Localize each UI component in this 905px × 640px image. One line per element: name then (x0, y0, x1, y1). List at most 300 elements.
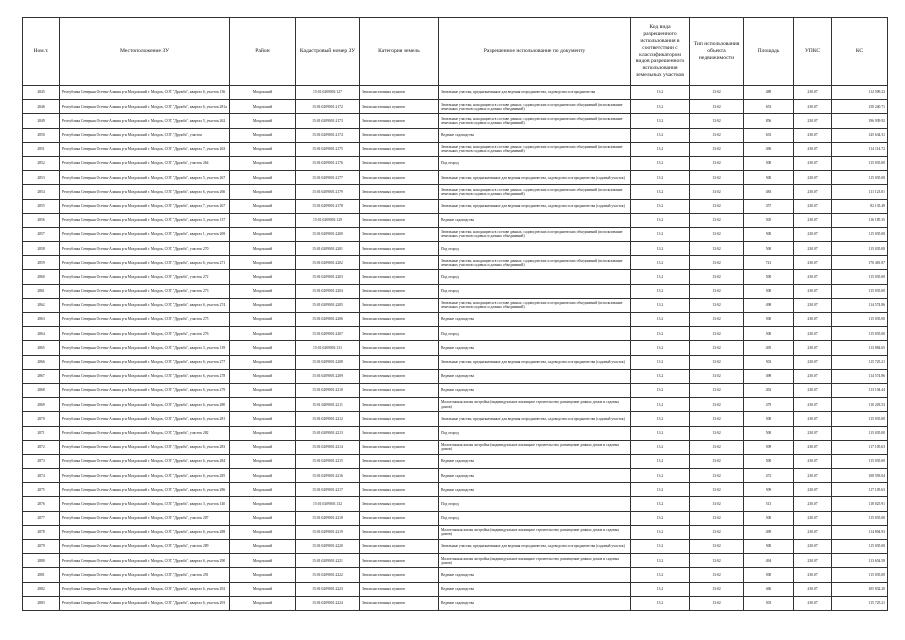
col-land-category-cell: Земли населенных пунктов (360, 596, 439, 610)
header-col-ks: КС (832, 18, 888, 86)
table-row (23, 227, 888, 241)
col-district-cell: Моздокский (230, 540, 296, 554)
col-location-cell: Республика Северная Осетия-Алания р-н Моздокский г. Моздок, СОТ "Дружба", квартал 3, участок 139 (60, 341, 230, 355)
col-area-cell: 500 (744, 156, 794, 170)
col-cadastral-number-cell: 15:01:0209001:2177 (296, 171, 360, 185)
col-location-cell: Республика Северная Осетия-Алания р-н Моздокский г. Моздок, СОТ "Дружба", участок 264 (60, 156, 230, 170)
col-permitted-use-cell: Малоэтажная жилая застройка (индивидуальное жилищное строительство; размещение дачных домов и садовых домов) (439, 554, 631, 568)
col-permitted-use-cell: Земельные участки, предназначенные для ведения огородничества, садоводства и огородничества (садовый участок) (439, 412, 631, 426)
col-number-cell: 2853 (23, 171, 60, 185)
col-location-cell: Республика Северная Осетия-Алания р-н Моздокский г. Моздок, СОТ "Дружба", квартал 6, участок 293 (60, 596, 230, 610)
col-location-cell: Республика Северная Осетия-Алания р-н Моздокский г. Моздок, СОТ "Дружба", квартал 6, участок 292 (60, 582, 230, 596)
col-use-code-cell: 13.2 (631, 511, 690, 525)
table-row (23, 114, 888, 128)
table-row (23, 327, 888, 341)
col-permitted-use-cell: Ведение садоводства (439, 596, 631, 610)
col-usage-type-cell: 13:02 (690, 582, 744, 596)
col-location-cell: Республика Северная Осетия-Алания р-н Моздокский г. Моздок, СОТ "Дружба", квартал 6, участок 278 (60, 369, 230, 383)
table-row (23, 398, 888, 412)
col-district-cell: Моздокский (230, 398, 296, 412)
col-permitted-use-cell: Ведение садоводства (439, 454, 631, 468)
col-cadastral-number-cell: 15:01:0209001:2224 (296, 596, 360, 610)
col-area-cell: 741 (744, 256, 794, 270)
col-number-cell: 2879 (23, 540, 60, 554)
col-permitted-use-cell: Ведение садоводства (439, 369, 631, 383)
table-row (23, 86, 888, 100)
col-number-cell: 2874 (23, 469, 60, 483)
col-area-cell: 505 (744, 213, 794, 227)
table-row (23, 199, 888, 213)
col-usage-type-cell: 13:02 (690, 270, 744, 284)
col-cadastral-number-cell: 15:01:0209001:2209 (296, 369, 360, 383)
col-number-cell: 2872 (23, 440, 60, 454)
col-usage-type-cell: 13:02 (690, 242, 744, 256)
col-upks-cell: 230.07 (794, 213, 832, 227)
col-upks-cell: 230.07 (794, 114, 832, 128)
col-number-cell: 2873 (23, 454, 60, 468)
col-district-cell: Моздокский (230, 298, 296, 312)
col-usage-type-cell: 13:02 (690, 511, 744, 525)
table-row (23, 568, 888, 582)
col-district-cell: Моздокский (230, 596, 296, 610)
col-ks-cell: 117 105.63 (832, 483, 888, 497)
col-upks-cell: 230.07 (794, 454, 832, 468)
col-area-cell: 509 (744, 440, 794, 454)
col-ks-cell: 114 574.86 (832, 369, 888, 383)
col-cadastral-number-cell: 15:01:0209001:2204 (296, 284, 360, 298)
col-upks-cell: 230.07 (794, 100, 832, 114)
col-permitted-use-cell: Земельные участки, предназначенные для ведения огородничества, садоводства и огородничества (садовый участок) (439, 171, 631, 185)
table-row (23, 369, 888, 383)
col-permitted-use-cell: Под огород (439, 284, 631, 298)
col-location-cell: Республика Северная Осетия-Алания р-н Моздокский г. Моздок, СОТ "Дружба", квартал 3, участок 137 (60, 213, 230, 227)
col-location-cell: Республика Северная Осетия-Алания р-н Моздокский г. Моздок, СОТ "Дружба", участок (60, 128, 230, 142)
col-ks-cell: 116 185.35 (832, 213, 888, 227)
col-use-code-cell: 13.2 (631, 128, 690, 142)
col-use-code-cell: 13.2 (631, 242, 690, 256)
col-location-cell: Республика Северная Осетия-Алания р-н Моздокский г. Моздок, СОТ "Дружба", квартал 5, участок 267 (60, 171, 230, 185)
col-land-category-cell: Земли населенных пунктов (360, 582, 439, 596)
col-ks-cell: 170 481.87 (832, 256, 888, 270)
col-location-cell: Республика Северная Осетия-Алания р-н Моздокский г. Моздок, СОТ "Дружба", квартал 6, участок 283 (60, 440, 230, 454)
col-ks-cell: 105 832.20 (832, 582, 888, 596)
col-use-code-cell: 13.2 (631, 142, 690, 156)
col-land-category-cell: Земли населенных пунктов (360, 483, 439, 497)
col-cadastral-number-cell: 15:01:0209001:2200 (296, 227, 360, 241)
col-ks-cell: 115 035.00 (832, 412, 888, 426)
table-row (23, 171, 888, 185)
col-location-cell: Республика Северная Осетия-Алания р-н Моздокский г. Моздок, СОТ "Дружба", участок 289 (60, 540, 230, 554)
col-usage-type-cell: 13:02 (690, 313, 744, 327)
col-usage-type-cell: 13:02 (690, 171, 744, 185)
col-area-cell: 509 (744, 483, 794, 497)
col-district-cell: Моздокский (230, 185, 296, 199)
col-number-cell: 2850 (23, 128, 60, 142)
col-permitted-use-cell: Ведение садоводства (439, 582, 631, 596)
col-permitted-use-cell: Земельные участки, предназначенные для ведения огородничества, садоводства и огородничества (садовый участок) (439, 199, 631, 213)
col-ks-cell: 115 035.00 (832, 540, 888, 554)
col-cadastral-number-cell: 15:01:0209001:2219 (296, 525, 360, 539)
col-number-cell: 2871 (23, 426, 60, 440)
col-permitted-use-cell: Земельные участки, находящиеся в составе дачных, садоводческих и огороднических объединений (использование земельных участков садовых и дачных объединений) (439, 256, 631, 270)
col-usage-type-cell: 13:02 (690, 469, 744, 483)
col-ks-cell: 113 884.65 (832, 341, 888, 355)
table-body (23, 86, 888, 611)
col-location-cell: Республика Северная Осетия-Алания р-н Моздокский г. Моздок, СОТ "Дружба", квартал 6, участок 271 (60, 256, 230, 270)
col-land-category-cell: Земли населенных пунктов (360, 227, 439, 241)
col-usage-type-cell: 13:02 (690, 128, 744, 142)
table-row (23, 100, 888, 114)
col-cadastral-number-cell: 15:01:0209001:2220 (296, 540, 360, 554)
col-area-cell: 499 (744, 525, 794, 539)
col-number-cell: 2862 (23, 298, 60, 312)
col-cadastral-number-cell: 15:01:0209001:127 (296, 86, 360, 100)
table-row (23, 554, 888, 568)
col-cadastral-number-cell: 15:01:0209001:2178 (296, 199, 360, 213)
col-use-code-cell: 13.2 (631, 483, 690, 497)
col-district-cell: Моздокский (230, 156, 296, 170)
col-location-cell: Республика Северная Осетия-Алания р-н Моздокский г. Моздок, СОТ "Дружба", участок 272 (60, 270, 230, 284)
header-col-cadastral-number: Кадастровый номер ЗУ (296, 18, 360, 86)
col-location-cell: Республика Северная Осетия-Алания р-н Моздокский г. Моздок, СОТ "Дружба", квартал 5, участок 262 (60, 114, 230, 128)
col-usage-type-cell: 13:02 (690, 142, 744, 156)
col-land-category-cell: Земли населенных пунктов (360, 369, 439, 383)
col-upks-cell: 230.07 (794, 582, 832, 596)
col-permitted-use-cell: Ведение садоводства (439, 383, 631, 397)
col-upks-cell: 230.07 (794, 171, 832, 185)
col-cadastral-number-cell: 15:01:0209001:2207 (296, 327, 360, 341)
col-ks-cell: 115 035.00 (832, 171, 888, 185)
col-number-cell: 2857 (23, 227, 60, 241)
col-area-cell: 500 (744, 313, 794, 327)
col-cadastral-number-cell: 15:01:0209001:2201 (296, 242, 360, 256)
col-cadastral-number-cell: 15:01:0209001:2175 (296, 142, 360, 156)
col-permitted-use-cell: Ведение садоводства (439, 213, 631, 227)
col-cadastral-number-cell: 15:01:0209001:2221 (296, 554, 360, 568)
land-plots-table (22, 17, 888, 611)
col-upks-cell: 230.07 (794, 327, 832, 341)
col-land-category-cell: Земли населенных пунктов (360, 511, 439, 525)
table-row (23, 426, 888, 440)
col-land-category-cell: Земли населенных пунктов (360, 383, 439, 397)
col-district-cell: Моздокский (230, 454, 296, 468)
col-number-cell: 2878 (23, 525, 60, 539)
table-row (23, 270, 888, 284)
col-area-cell: 489 (744, 86, 794, 100)
col-district-cell: Моздокский (230, 256, 296, 270)
col-use-code-cell: 13.2 (631, 185, 690, 199)
table-row (23, 128, 888, 142)
col-ks-cell: 110 203.53 (832, 398, 888, 412)
col-area-cell: 500 (744, 227, 794, 241)
col-number-cell: 2852 (23, 156, 60, 170)
header-col-usage-type: Тип использования объекта недвижимости (690, 18, 744, 86)
col-land-category-cell: Земли населенных пунктов (360, 568, 439, 582)
col-cadastral-number-cell: 15:01:0209001:2172 (296, 100, 360, 114)
col-permitted-use-cell: Под огород (439, 242, 631, 256)
col-usage-type-cell: 13:02 (690, 426, 744, 440)
col-use-code-cell: 13.2 (631, 554, 690, 568)
col-upks-cell: 230.07 (794, 227, 832, 241)
col-use-code-cell: 13.2 (631, 199, 690, 213)
col-district-cell: Моздокский (230, 86, 296, 100)
col-area-cell: 500 (744, 412, 794, 426)
table-row (23, 142, 888, 156)
col-number-cell: 2867 (23, 369, 60, 383)
col-ks-cell: 115 035.00 (832, 313, 888, 327)
col-permitted-use-cell: Ведение садоводства (439, 313, 631, 327)
col-use-code-cell: 13.2 (631, 298, 690, 312)
col-location-cell: Республика Северная Осетия-Алания р-н Моздокский г. Моздок, СОТ "Дружба", участок 273 (60, 284, 230, 298)
col-ks-cell: 113 194.44 (832, 383, 888, 397)
col-use-code-cell: 13.2 (631, 284, 690, 298)
table-row (23, 596, 888, 610)
col-cadastral-number-cell: 15:01:0209001:2212 (296, 412, 360, 426)
col-use-code-cell: 13.2 (631, 383, 690, 397)
col-cadastral-number-cell: 15:01:0209001:2223 (296, 582, 360, 596)
col-number-cell: 2865 (23, 341, 60, 355)
table-row (23, 483, 888, 497)
col-district-cell: Моздокский (230, 114, 296, 128)
col-ks-cell: 115 035.00 (832, 270, 888, 284)
col-location-cell: Республика Северная Осетия-Алания р-н Моздокский г. Моздок, СОТ "Дружба", квартал 7, участок 267 (60, 199, 230, 213)
col-land-category-cell: Земли населенных пунктов (360, 440, 439, 454)
col-land-category-cell: Земли населенных пунктов (360, 284, 439, 298)
col-location-cell: Республика Северная Осетия-Алания р-н Моздокский г. Моздок, СОТ "Дружба", квартал 6, участок 281 (60, 412, 230, 426)
table-row (23, 497, 888, 511)
col-cadastral-number-cell: 15:01:0209001:2176 (296, 156, 360, 170)
col-permitted-use-cell: Земельные участки, находящиеся в составе дачных, садоводческих и огороднических объединений (использование земельных участков садовых и дачных объединений) (439, 185, 631, 199)
col-cadastral-number-cell: 15:01:0209001:2211 (296, 398, 360, 412)
col-number-cell: 2881 (23, 568, 60, 582)
col-district-cell: Моздокский (230, 199, 296, 213)
col-area-cell: 503 (744, 596, 794, 610)
header-col-land-category: Категория земель (360, 18, 439, 86)
col-upks-cell: 230.07 (794, 341, 832, 355)
col-permitted-use-cell: Земельные участки, предназначенные для ведения огородничества, садоводства и огородничества (439, 86, 631, 100)
col-cadastral-number-cell: 15:01:0209001:2205 (296, 298, 360, 312)
col-location-cell: Республика Северная Осетия-Алания р-н Моздокский г. Моздок, СОТ "Дружба", квартал 6, участок 288 (60, 525, 230, 539)
col-district-cell: Моздокский (230, 511, 296, 525)
col-use-code-cell: 13.2 (631, 171, 690, 185)
table-row (23, 242, 888, 256)
col-number-cell: 2883 (23, 596, 60, 610)
col-land-category-cell: Земли населенных пунктов (360, 398, 439, 412)
col-use-code-cell: 13.2 (631, 256, 690, 270)
table-row (23, 454, 888, 468)
col-ks-cell: 196 939.92 (832, 114, 888, 128)
col-use-code-cell: 13.2 (631, 440, 690, 454)
table-row (23, 511, 888, 525)
col-upks-cell: 230.07 (794, 440, 832, 454)
col-number-cell: 2863 (23, 313, 60, 327)
col-cadastral-number-cell: 15:01:0209001:2218 (296, 511, 360, 525)
col-usage-type-cell: 13:02 (690, 327, 744, 341)
col-ks-cell: 112 509.23 (832, 86, 888, 100)
col-land-category-cell: Земли населенных пунктов (360, 554, 439, 568)
col-use-code-cell: 13.2 (631, 227, 690, 241)
col-land-category-cell: Земли населенных пунктов (360, 341, 439, 355)
col-land-category-cell: Земли населенных пунктов (360, 454, 439, 468)
col-location-cell: Республика Северная Осетия-Алания р-н Моздокский г. Моздок, СОТ "Дружба", квартал 6, участок 280 (60, 398, 230, 412)
col-use-code-cell: 13.2 (631, 86, 690, 100)
col-location-cell: Республика Северная Осетия-Алания р-н Моздокский г. Моздок, СОТ "Дружба", квартал 6, участок 277 (60, 355, 230, 369)
col-permitted-use-cell: Под огород (439, 327, 631, 341)
col-land-category-cell: Земли населенных пунктов (360, 213, 439, 227)
col-district-cell: Моздокский (230, 128, 296, 142)
col-usage-type-cell: 13:02 (690, 440, 744, 454)
col-land-category-cell: Земли населенных пунктов (360, 298, 439, 312)
col-upks-cell: 230.07 (794, 86, 832, 100)
col-permitted-use-cell: Земельные участки, находящиеся в составе дачных, садоводческих и огороднических объединений (использование земельных участков садовых и дачных объединений) (439, 298, 631, 312)
header-col-location: Местоположение ЗУ (60, 18, 230, 86)
col-area-cell: 500 (744, 426, 794, 440)
table-row (23, 412, 888, 426)
col-number-cell: 2870 (23, 412, 60, 426)
col-upks-cell: 230.07 (794, 469, 832, 483)
col-usage-type-cell: 13:02 (690, 369, 744, 383)
col-use-code-cell: 13.2 (631, 469, 690, 483)
col-upks-cell: 230.07 (794, 426, 832, 440)
col-location-cell: Республика Северная Осетия-Алания р-н Моздокский г. Моздок, СОТ "Дружба", участок 291 (60, 568, 230, 582)
col-land-category-cell: Земли населенных пунктов (360, 426, 439, 440)
col-permitted-use-cell: Под огород (439, 497, 631, 511)
col-location-cell: Республика Северная Осетия-Алания р-н Моздокский г. Моздок, СОТ "Дружба", квартал 6, участок 284 (60, 454, 230, 468)
col-number-cell: 2845 (23, 86, 60, 100)
col-usage-type-cell: 13:02 (690, 596, 744, 610)
col-usage-type-cell: 13:02 (690, 525, 744, 539)
table-row (23, 185, 888, 199)
col-usage-type-cell: 13:02 (690, 86, 744, 100)
col-cadastral-number-cell: 15:01:0209001:2173 (296, 114, 360, 128)
col-ks-cell: 115 035.00 (832, 156, 888, 170)
document-page (22, 17, 887, 611)
col-number-cell: 2846 (23, 100, 60, 114)
col-cadastral-number-cell: 15:01:0209001:132 (296, 497, 360, 511)
col-location-cell: Республика Северная Осетия-Алания р-н Моздокский г. Моздок, СОТ "Дружба", квартал 6, участок 274 (60, 298, 230, 312)
col-upks-cell: 230.07 (794, 284, 832, 298)
col-land-category-cell: Земли населенных пунктов (360, 256, 439, 270)
col-area-cell: 500 (744, 270, 794, 284)
header-col-number: Ном.т. (23, 18, 60, 86)
col-upks-cell: 230.07 (794, 242, 832, 256)
table-header-row (23, 18, 888, 86)
col-ks-cell: 114 574.86 (832, 298, 888, 312)
col-use-code-cell: 13.2 (631, 369, 690, 383)
col-number-cell: 2868 (23, 383, 60, 397)
col-cadastral-number-cell: 15:01:0209001:2202 (296, 256, 360, 270)
col-district-cell: Моздокский (230, 284, 296, 298)
col-use-code-cell: 13.2 (631, 497, 690, 511)
col-number-cell: 2880 (23, 554, 60, 568)
col-cadastral-number-cell: 15:01:0209001:2208 (296, 355, 360, 369)
col-location-cell: Республика Северная Осетия-Алания р-н Моздокский г. Моздок, СОТ "Дружба", квартал 6, участок 285 (60, 469, 230, 483)
col-use-code-cell: 13.2 (631, 568, 690, 582)
table-row (23, 284, 888, 298)
col-area-cell: 472 (744, 469, 794, 483)
header-col-upks: УПКС (794, 18, 832, 86)
col-cadastral-number-cell: 15:01:0209001:2210 (296, 383, 360, 397)
col-use-code-cell: 13.2 (631, 540, 690, 554)
col-upks-cell: 230.07 (794, 185, 832, 199)
col-land-category-cell: Земли населенных пунктов (360, 86, 439, 100)
col-ks-cell: 82 135.49 (832, 199, 888, 213)
col-number-cell: 2882 (23, 582, 60, 596)
col-location-cell: Республика Северная Осетия-Алания р-н Моздокский г. Моздок, СОТ "Дружба", квартал 6, участок 290 (60, 554, 230, 568)
col-land-category-cell: Земли населенных пунктов (360, 327, 439, 341)
col-ks-cell: 115 035.00 (832, 426, 888, 440)
col-district-cell: Моздокский (230, 327, 296, 341)
col-ks-cell: 115 725.21 (832, 355, 888, 369)
col-use-code-cell: 13.2 (631, 596, 690, 610)
col-usage-type-cell: 13:02 (690, 114, 744, 128)
table-row (23, 355, 888, 369)
col-permitted-use-cell: Малоэтажная жилая застройка (индивидуальное жилищное строительство; размещение дачных домов и садовых домов) (439, 525, 631, 539)
col-location-cell: Республика Северная Осетия-Алания р-н Моздокский г. Моздок, СОТ "Дружба", квартал 7, участок 263 (60, 142, 230, 156)
col-use-code-cell: 13.2 (631, 454, 690, 468)
col-use-code-cell: 13.2 (631, 355, 690, 369)
col-number-cell: 2866 (23, 355, 60, 369)
col-upks-cell: 230.07 (794, 142, 832, 156)
col-ks-cell: 113 654.58 (832, 554, 888, 568)
col-usage-type-cell: 13:02 (690, 284, 744, 298)
col-use-code-cell: 13.2 (631, 582, 690, 596)
col-usage-type-cell: 13:02 (690, 199, 744, 213)
col-location-cell: Республика Северная Осетия-Алания р-н Моздокский г. Моздок, СОТ "Дружба", участок 276 (60, 327, 230, 341)
col-location-cell: Республика Северная Осетия-Алания р-н Моздокский г. Моздок, СОТ "Дружба", квартал 6, участок 279 (60, 383, 230, 397)
col-district-cell: Моздокский (230, 568, 296, 582)
col-area-cell: 500 (744, 540, 794, 554)
col-number-cell: 2860 (23, 270, 60, 284)
col-number-cell: 2859 (23, 256, 60, 270)
col-number-cell: 2856 (23, 213, 60, 227)
col-usage-type-cell: 13:02 (690, 497, 744, 511)
col-permitted-use-cell: Земельные участки, находящиеся в составе дачных, садоводческих и огороднических объединений (использование земельных участков садовых и дачных объединений) (439, 142, 631, 156)
col-permitted-use-cell: Под огород (439, 511, 631, 525)
col-ks-cell: 115 725.21 (832, 596, 888, 610)
table-row (23, 313, 888, 327)
col-land-category-cell: Земли населенных пунктов (360, 128, 439, 142)
col-district-cell: Моздокский (230, 426, 296, 440)
col-cadastral-number-cell: 15:01:0209001:2206 (296, 313, 360, 327)
col-ks-cell: 115 035.00 (832, 284, 888, 298)
col-use-code-cell: 13.2 (631, 156, 690, 170)
col-location-cell: Республика Северная Осетия-Алания р-н Моздокский г. Моздок, СОТ "Дружба", участок 275 (60, 313, 230, 327)
col-upks-cell: 230.07 (794, 383, 832, 397)
col-usage-type-cell: 13:02 (690, 256, 744, 270)
table-row (23, 213, 888, 227)
table-row (23, 298, 888, 312)
col-upks-cell: 230.07 (794, 596, 832, 610)
col-number-cell: 2849 (23, 114, 60, 128)
col-land-category-cell: Земли населенных пунктов (360, 355, 439, 369)
col-permitted-use-cell: Ведение садоводства (439, 469, 631, 483)
table-row (23, 440, 888, 454)
col-permitted-use-cell: Ведение садоводства (439, 568, 631, 582)
header-col-use-code: Код вида разрешенного использования в соответствии с классификатором видов разрешенного использования земельных участков (631, 18, 690, 86)
col-land-category-cell: Земли населенных пунктов (360, 142, 439, 156)
col-use-code-cell: 13.2 (631, 398, 690, 412)
col-cadastral-number-cell: 15:01:0209001:129 (296, 213, 360, 227)
col-district-cell: Моздокский (230, 412, 296, 426)
col-use-code-cell: 13.2 (631, 270, 690, 284)
col-area-cell: 500 (744, 284, 794, 298)
col-permitted-use-cell: Земельные участки, предназначенные для ведения огородничества, садоводства и огородничества (садовый участок) (439, 540, 631, 554)
col-cadastral-number-cell: 15:01:0209001:2217 (296, 483, 360, 497)
table-row (23, 341, 888, 355)
col-district-cell: Моздокский (230, 440, 296, 454)
col-upks-cell: 230.07 (794, 313, 832, 327)
